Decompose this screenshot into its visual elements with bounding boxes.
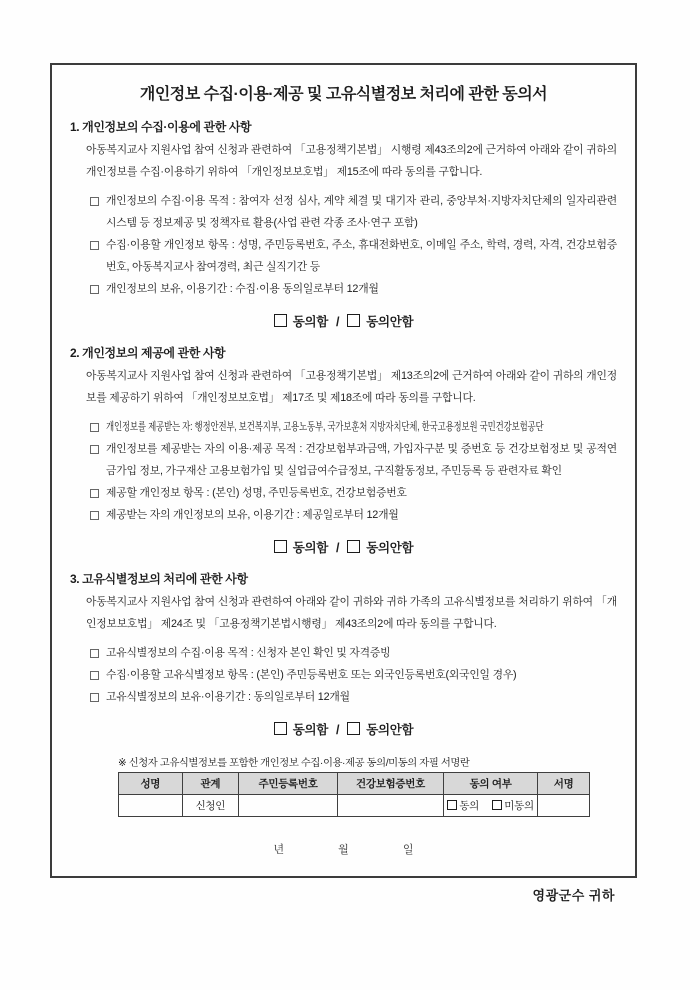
header-sign: 서명 xyxy=(538,773,590,795)
bullet-text: 개인정보의 수집·이용 목적 : 참여자 선정 심사, 계약 체결 및 대기자 관리, 중앙부처·지방자치단체의 일자리관련시스템 등 정보제공 및 정책자료 활용(사업 관련 각종 조사·연구 포함) xyxy=(106,195,617,229)
disagree-label: 동의안함 xyxy=(366,541,414,555)
bullet-item xyxy=(90,278,617,300)
header-resident-no: 주민등록번호 xyxy=(239,773,338,795)
section-2-heading: 2. 개인정보의 제공에 관한 사항 xyxy=(70,346,226,360)
bullet-item xyxy=(90,234,617,278)
agree-label: 동의함 xyxy=(292,723,329,737)
section-provision xyxy=(70,344,617,556)
section-1-heading: 1. 개인정보의 수집·이용에 관한 사항 xyxy=(70,120,252,134)
disagree-label: 동의안함 xyxy=(366,723,414,737)
recipient: 영광군수 귀하 xyxy=(532,888,615,903)
section-unique-id-info xyxy=(70,570,617,738)
agree-checkbox[interactable] xyxy=(274,314,287,327)
consent-separator: / xyxy=(336,723,340,737)
bullet-text: 개인정보를 제공받는 자의 이용·제공 목적 : 건강보험부과금액, 가입자구분 및 증번호 등 건강보험정보 및 공적연금가입 정보, 가구재산 고용보험가입 및 실업급여수급정보, 구직활동정보, 주민등록 등 관련자료 확인 xyxy=(106,443,617,477)
disagree-checkbox[interactable] xyxy=(347,722,360,735)
agree-label: 동의함 xyxy=(292,315,329,329)
consent-form-document xyxy=(50,63,637,903)
header-consent: 동의 여부 xyxy=(443,773,537,795)
signature-input-cell[interactable] xyxy=(538,795,590,817)
section-1-consent-row xyxy=(70,312,617,330)
date-line xyxy=(70,841,617,857)
bullet-item xyxy=(90,416,617,438)
form-title: 개인정보 수집·이용·제공 및 고유식별정보 처리에 관한 동의서 xyxy=(139,86,548,103)
disagree-label: 미동의 xyxy=(504,800,534,812)
section-2-intro: 아동복지교사 지원사업 참여 신청과 관련하여 「고용정책기본법」 제13조의2에 근거하여 아래와 같이 귀하의 개인정보를 제공하기 위하여 「개인정보보호법」 제17조 및 제18조에 따라 동의를 구합니다. xyxy=(86,370,617,404)
date-month-label: 월 xyxy=(338,844,349,856)
signature-table-header-row xyxy=(119,773,590,795)
section-3-bullets xyxy=(90,642,617,708)
bullet-text: 수집·이용할 고유식별정보 항목 : (본인) 주민등록번호 또는 외국인등록번호(외국인일 경우) xyxy=(106,669,517,681)
agree-checkbox[interactable] xyxy=(274,540,287,553)
section-2-bullets xyxy=(90,416,617,526)
relation-cell: 신청인 xyxy=(182,795,239,817)
agree-label: 동의함 xyxy=(292,541,329,555)
disagree-checkbox[interactable] xyxy=(347,314,360,327)
disagree-checkbox[interactable] xyxy=(347,540,360,553)
date-year-label: 년 xyxy=(273,844,285,856)
disagree-label: 동의안함 xyxy=(366,315,414,329)
bullet-square-icon xyxy=(90,197,99,206)
agree-checkbox[interactable] xyxy=(447,800,457,810)
section-2-consent-row xyxy=(70,538,617,556)
section-3-consent-row xyxy=(70,720,617,738)
bullet-square-icon xyxy=(90,693,99,702)
bullet-item xyxy=(90,190,617,234)
agree-checkbox[interactable] xyxy=(274,722,287,735)
section-3-intro: 아동복지교사 지원사업 참여 신청과 관련하여 아래와 같이 귀하와 귀하 가족의 고유식별정보를 처리하기 위하여 「개인정보보호법」 제24조 및 「고용정책기본법시행령」 제43조의2에 따라 동의를 구합니다. xyxy=(86,596,617,630)
bullet-item xyxy=(90,482,617,504)
header-health-insurance-no: 건강보험증번호 xyxy=(338,773,444,795)
bullet-text: 제공받는 자의 개인정보의 보유, 이용기간 : 제공일로부터 12개월 xyxy=(106,509,399,521)
bullet-square-icon xyxy=(90,445,99,454)
bullet-item xyxy=(90,686,617,708)
bullet-square-icon xyxy=(90,671,99,680)
section-1-intro: 아동복지교사 지원사업 참여 신청과 관련하여 「고용정책기본법」 시행령 제43조의2에 근거하여 아래와 같이 귀하의 개인정보를 수집·이용하기 위하여 「개인정보보호법」 제15조에 따라 동의를 구합니다. xyxy=(86,144,617,178)
agree-label: 동의 xyxy=(459,800,480,812)
date-day-label: 일 xyxy=(402,844,414,856)
bullet-text: 고유식별정보의 수집·이용 목적 : 신청자 본인 확인 및 자격증빙 xyxy=(106,647,391,659)
consent-separator: / xyxy=(336,541,340,555)
disagree-checkbox[interactable] xyxy=(492,800,502,810)
header-relation: 관계 xyxy=(182,773,239,795)
bullet-item xyxy=(90,642,617,664)
section-collection-use xyxy=(70,118,617,330)
health-insurance-no-input-cell[interactable] xyxy=(338,795,444,817)
bullet-square-icon xyxy=(90,285,99,294)
signature-table-row xyxy=(119,795,590,817)
section-1-bullets xyxy=(90,190,617,300)
name-input-cell[interactable] xyxy=(119,795,183,817)
bullet-text: 개인정보의 보유, 이용기간 : 수집·이용 동의일로부터 12개월 xyxy=(106,283,379,295)
bullet-item xyxy=(90,664,617,686)
signature-table xyxy=(118,772,590,817)
bullet-text: 개인정보를 제공받는 자: 행정안전부, 보건복지부, 고용노동부, 국가보훈처 지방자치단체, 한국고용정보원 국민건강보험공단 xyxy=(106,421,544,433)
consent-cell xyxy=(443,795,537,817)
bullet-item xyxy=(90,438,617,482)
bullet-square-icon xyxy=(90,649,99,658)
bullet-square-icon xyxy=(90,489,99,498)
bullet-text: 고유식별정보의 보유·이용기간 : 동의일로부터 12개월 xyxy=(106,691,350,703)
header-name: 성명 xyxy=(119,773,183,795)
bullet-square-icon xyxy=(90,423,99,432)
bullet-item xyxy=(90,504,617,526)
bullet-text: 제공할 개인정보 항목 : (본인) 성명, 주민등록번호, 건강보험증번호 xyxy=(106,487,407,499)
consent-separator: / xyxy=(336,315,340,329)
bullet-text: 수집·이용할 개인정보 항목 : 성명, 주민등록번호, 주소, 휴대전화번호, 이메일 주소, 학력, 경력, 자격, 건강보험증번호, 아동복지교사 참여경력, 최근 실직기간 등 xyxy=(106,239,617,273)
section-3-heading: 3. 고유식별정보의 처리에 관한 사항 xyxy=(70,572,248,586)
bullet-square-icon xyxy=(90,241,99,250)
resident-no-input-cell[interactable] xyxy=(239,795,338,817)
bullet-square-icon xyxy=(90,511,99,520)
signature-note: ※ 신청자 고유식별정보를 포함한 개인정보 수집·이용·제공 동의/미동의 자필 서명란 xyxy=(118,758,470,769)
